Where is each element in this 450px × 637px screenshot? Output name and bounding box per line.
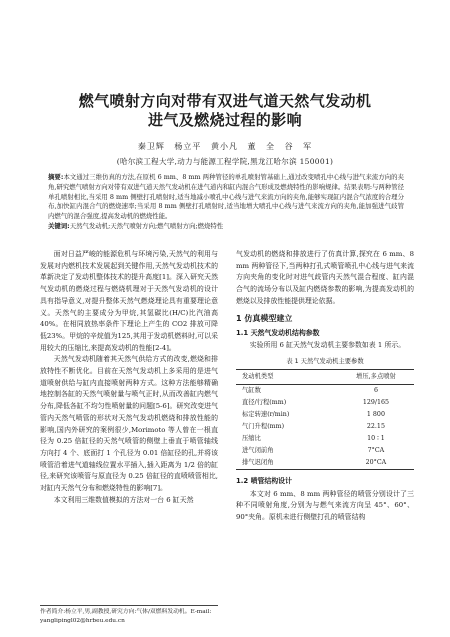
section-1-2-text: 本文对 6 mm、8 mm 两种管径的喷管分别设计了三种不同喷射角度,分别为与燃气来流方向呈 45°、60°、90°夹角。原机未进行侧壁打孔的喷管结构 — [236, 489, 414, 522]
table-cell: 进气闭前角 — [242, 446, 274, 454]
table-cell: 1 800 — [366, 410, 385, 418]
engine-parameter-table — [236, 369, 414, 470]
table-header-cell: 发动机类型 — [236, 369, 338, 384]
paper-title-line2: 进气及燃烧过程的影响 — [147, 111, 302, 129]
table-cell: 22.15 — [366, 422, 385, 430]
keywords-text: 天然气发动机;天然气喷射方向;燃气喷射方向;燃烧特性 — [69, 221, 224, 230]
section-1-heading: 1 仿真模型建立 — [236, 313, 293, 323]
table-row — [236, 421, 414, 433]
abstract-text: 本文通过三维仿真的方法,在原机 6 mm、8 mm 两种管径的单孔喷射管基础上,通过改变喷孔中心线与进气来流方向的夹角,研究燃气喷射方向对带有双进气道天然气发动机在进气道内和缸内混合气形成及燃烧特性的影响规律。结果表明:与两种管径单孔喷射相比,当采用 8 mm 侧壁打孔喷射时,适当地减小喷孔中心线与进气来流方向的夹角,能够实现缸内混合气浓度的合理分布,加快缸内混合气的燃烧速率;当采用 8 mm 侧壁打孔喷射时,适当地增大喷孔中心线与进气来流方向的夹角,能加强进气歧管内燃气的混合强度,提高发动机的燃烧性能。 — [48, 173, 404, 221]
section-1-1-text: 实验所用 6 缸天然气发动机主要参数如表 1 所示。 — [249, 341, 406, 350]
table-cell: 气门升程(mm) — [242, 422, 285, 430]
intro-paragraph-2: 天然气发动机随着其天然气供给方式的改变,燃烧和排放特性不断优化。目前在天然气发动机上多采用的是进气道喷射供给与缸内直接喷射两种方式。这种方法能够精确地控制各缸的天然气喷射量与喷气正时,从而改善缸内燃气分布,降低各缸不均匀性喷射量的问题[5-6]。研究改变进气管内天然气喷管的形状对天然气发动机燃烧和排放性能的影响,国内外研究的案例很少,Morimoto 等人曾在一根直径为 0.25 倍缸径的天然气喷管的侧壁上垂直于喷管轴线方向打 4 个、底面打 1 个孔径为 0.01 倍缸径的孔,并将该喷管沿着进气道轴线位置水平插入,插入距离为 1/2 倍的缸径,来研究该喷管与原直径为 0.25 倍缸径的直喷喷管相比,对缸内天然气分布和燃烧特性的影响[7]。 — [40, 355, 218, 493]
intro-paragraph-3: 本文利用三维数值模拟的方法对一台 6 缸天然 — [53, 495, 194, 504]
table-cell: 压缩比 — [242, 434, 261, 442]
table-row — [236, 445, 414, 457]
table-cell: 6 — [373, 386, 378, 394]
table-header-cell: 增压,多点喷射 — [338, 369, 414, 384]
section-1-1-heading: 1.1 天然气发动机结构参数 — [236, 328, 320, 337]
abstract-label: 摘要: — [48, 173, 64, 181]
table-cell: 直径/行程(mm) — [242, 398, 287, 406]
paper-title-line1: 燃气喷射方向对带有双进气道天然气发动机 — [78, 92, 372, 110]
table-row — [236, 409, 414, 421]
table-row — [236, 433, 414, 445]
section-1-2-heading: 1.2 喷管结构设计 — [236, 476, 292, 485]
table-1-caption: 表 1 天然气发动机主要参数 — [286, 357, 364, 365]
table-row — [236, 384, 414, 397]
left-column — [40, 249, 218, 506]
keywords-label: 关键词: — [48, 221, 70, 230]
author-footnote: 作者简介:杨立平,男,副教授,研究方向:气体/双燃料发动机。E-mail: yanglipingl02@hrbeu.edu.cn — [40, 605, 218, 626]
abstract-block — [48, 173, 404, 232]
table-cell: 10 ∶ 1 — [367, 434, 385, 442]
table-row — [236, 457, 414, 470]
right-column — [236, 249, 414, 524]
table-cell: 20°CA — [365, 458, 387, 466]
author-list: 秦卫辉 杨立平 黄小凡 董 全 谷 军 — [137, 142, 313, 151]
table-header-row — [236, 369, 414, 384]
intro-paragraph-4: 气发动机的燃烧和排放进行了仿真计算,探究在 6 mm、8 mm 两种管径下,当两种打孔式喷管喷孔中心线与进气来流方向夹角的变化时对进气歧管内天然气混合程度、缸内混合气的流场分布以及缸内燃烧参数的影响,为提高发动机的燃烧以及排放性能提供理论依据。 — [236, 250, 414, 305]
table-cell: 排气迟闭角 — [242, 458, 274, 466]
table-cell: 7°CA — [367, 446, 385, 454]
table-cell: 气缸数 — [242, 386, 261, 394]
table-cell: 标定转速(r/min) — [242, 410, 290, 418]
table-cell: 129/165 — [362, 398, 390, 406]
affiliation: (哈尔滨工程大学,动力与能源工程学院,黑龙江哈尔滨 150001) — [116, 157, 334, 166]
table-row — [236, 397, 414, 409]
intro-paragraph-1: 面对日益严峻的能源危机与环境污染,天然气的利用与发展对内燃机技术发展起到关键作用,天然气发动机技术的革新决定了发动机整体技术的提升高度[1]。深入研究天然气发动机的燃烧过程与燃烧机理对于天然气发动机的设计具有指导意义,对提升整体天然气燃烧理论具有重要理论意义。天然气的主要成分为甲烷,其氢碳比(H/C)比汽油高40%。在相同放热率条件下理论上产生的 CO2 排放可降低23%。甲烷的辛烷值为125,其用于发动机燃料时,可以采用较大的压缩比,来提高发动机的性能[2-4]。 — [40, 250, 218, 352]
